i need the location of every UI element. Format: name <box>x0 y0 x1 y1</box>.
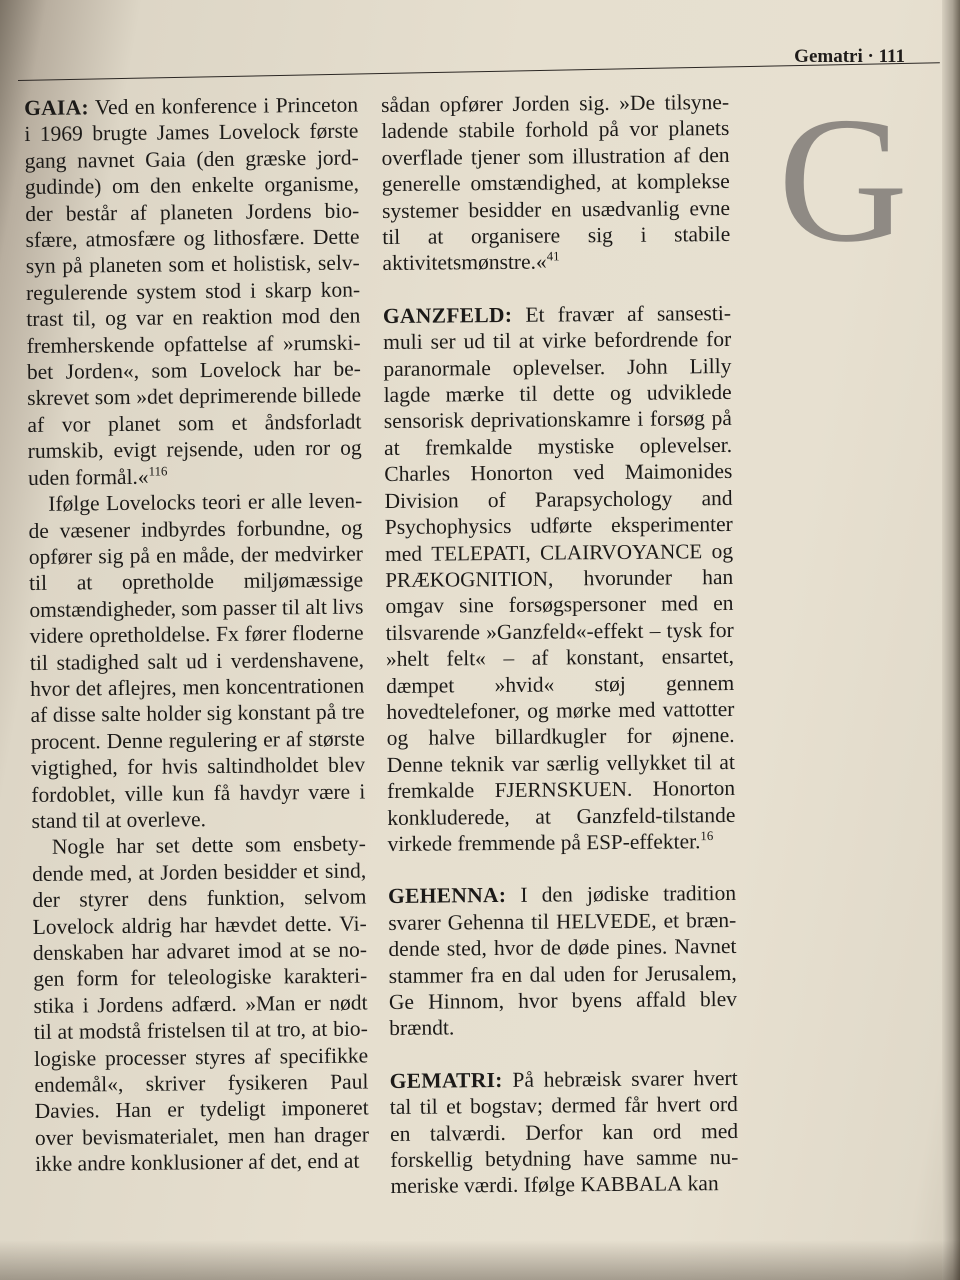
cross-ref-telepati: TELEPATI <box>431 540 526 566</box>
cross-ref-esp: ESP <box>586 829 623 855</box>
gematri-text-1: På hebræisk svarer hvert tal til et bogstav; dermed får hvert ord en talværdi. Derfor kan ord med forskellig betydning have samme numeriske værdi. Ifølge <box>389 1065 739 1199</box>
entry-gehenna <box>388 880 737 1041</box>
gematri-text-2: kan <box>682 1171 719 1196</box>
cross-ref-fjernskuen: FJERNSKUEN <box>494 777 627 803</box>
footnote-ref: 116 <box>148 464 168 479</box>
ganzfeld-text-6: -effekter. <box>622 829 701 854</box>
gaia-continuation <box>381 89 731 277</box>
cross-ref-clairvoyance: CLAIRVOYANCE <box>539 538 703 565</box>
entry-gematri <box>390 1065 739 1200</box>
gehenna-text-1: I den jødiske tradition svarer Gehenna til <box>388 881 737 935</box>
cross-ref-praekognition: PRÆKOGNITION <box>385 566 549 592</box>
headword-gematri: GEMATRI: <box>389 1067 503 1093</box>
gaia-paragraph-2: Ifølge Lovelocks teori er alle levende væsener indbyrdes forbundne, og opfører sig på en måde, der medvirker til at opretholde miljømæssige omstændigheder, som passer til alt livs videre opretholdelse. Fx fører floderne til stadighed salt ud i verdenshavene, hvor det aflejres, men koncentrationen af disse salte holder sig konstant på tre procent. Denne regulering er af største vigtighed, for hvis saltindholdet blev fordoblet, ville kun få havdyr være i stand til at overleve. <box>28 488 366 833</box>
continuation-text: sådan opfører Jorden sig. »De tilsyneladende stabile forhold på vor planets overflade tjener som illustration af den generelle omstændighed, at komplekse systemer besidder en usædvanlig evne til at organisere sig i stabile aktivitetsmønstre.« <box>381 89 731 276</box>
headword-ganzfeld: GANZFELD: <box>382 302 513 328</box>
cross-ref-helvede: HELVEDE <box>555 908 652 934</box>
ganzfeld-text-1: Et fravær af sansestimuli ser ud til at virke befordrende for paranormale oplevelser. John Lilly lagde mærke til dette og udviklede sensorisk deprivationskamre i forsøg på at fremkalde mystiske oplevelser. Charles Honorton ved Maimonides Division of Parapsychology and Psychophysics udførte eksperimenter med <box>383 300 733 566</box>
footnote-ref: 16 <box>700 828 714 844</box>
page-edge <box>942 0 960 1280</box>
header-rule <box>18 62 940 81</box>
ganzfeld-text-3: og <box>702 538 734 563</box>
headword-gehenna: GEHENNA: <box>387 883 507 909</box>
gaia-text: Ved en konference i Princeton i 1969 brugte James Lovelock første gang navnet Gaia (den græske jordgudinde) om den enkelte organisme, der består af planeten Jordens biosfære, atmosfære og lithosfære. Dette syn på planeten som et holistisk, selvregulerende system stod i skarp kontrast til, og var en reaktion mod den fremherskende opfattelse af »rumskibet Jorden«, som Lovelock har beskrevet som »det deprimerende billede af vor planet som et åndsforladt rumskib, evigt rejsende, uden ror og uden formål.« <box>24 92 362 490</box>
section-letter: G <box>778 80 908 279</box>
headword-gaia: GAIA: <box>24 95 90 120</box>
entry-gaia <box>24 92 362 492</box>
bottom-shadow <box>0 1240 960 1280</box>
gaia-paragraph-3: Nogle har set dette som ensbetydende med, at Jorden besidder et sind, der styrer dens funktion, selvom Lovelock aldrig har hævdet dette. Videnskaben har advaret imod at se nogen form for teleologiske karakteristika i Jordens adfærd. »Man er nødt til at modstå fristelsen til at tro, at biologiske processer styres af specifikke endemål«, skriver fysikeren Paul Davies. Han er tydeligt imponeret over bevismaterialet, men han drager ikke andre konklusioner af det, end at <box>32 831 370 1177</box>
entry-ganzfeld <box>383 300 736 858</box>
left-column <box>24 92 369 1178</box>
gehenna-text-2: , et brændende sted, hvor de døde pines. Navnet stammer fra en dal uden for Jerusalem, Ge Hinnom, hvor byens affald blev brændt. <box>388 907 738 1041</box>
running-head: Gematri · 111 <box>794 46 905 67</box>
ganzfeld-text-5: . Honorton konkluderede, at Ganzfeld-tilstande virkede fremmende på <box>387 776 736 856</box>
footnote-ref: 41 <box>546 249 560 264</box>
ganzfeld-text-4: , hvorunder han omgav sine forsøgspersoner med en tilsvarende »Ganzfeld«-effekt – tysk for »helt felt« – af konstant, ensartet, dæmpet »hvid« støj gennem hovedtelefoner, og mørke med vattotter og halve billardkugler for øjnene. Denne teknik var særlig vellykket til at fremkalde <box>385 564 735 804</box>
cross-ref-kabbala: KABBALA <box>580 1171 683 1197</box>
right-column <box>381 89 739 1200</box>
ganzfeld-text-2: , <box>525 540 541 565</box>
